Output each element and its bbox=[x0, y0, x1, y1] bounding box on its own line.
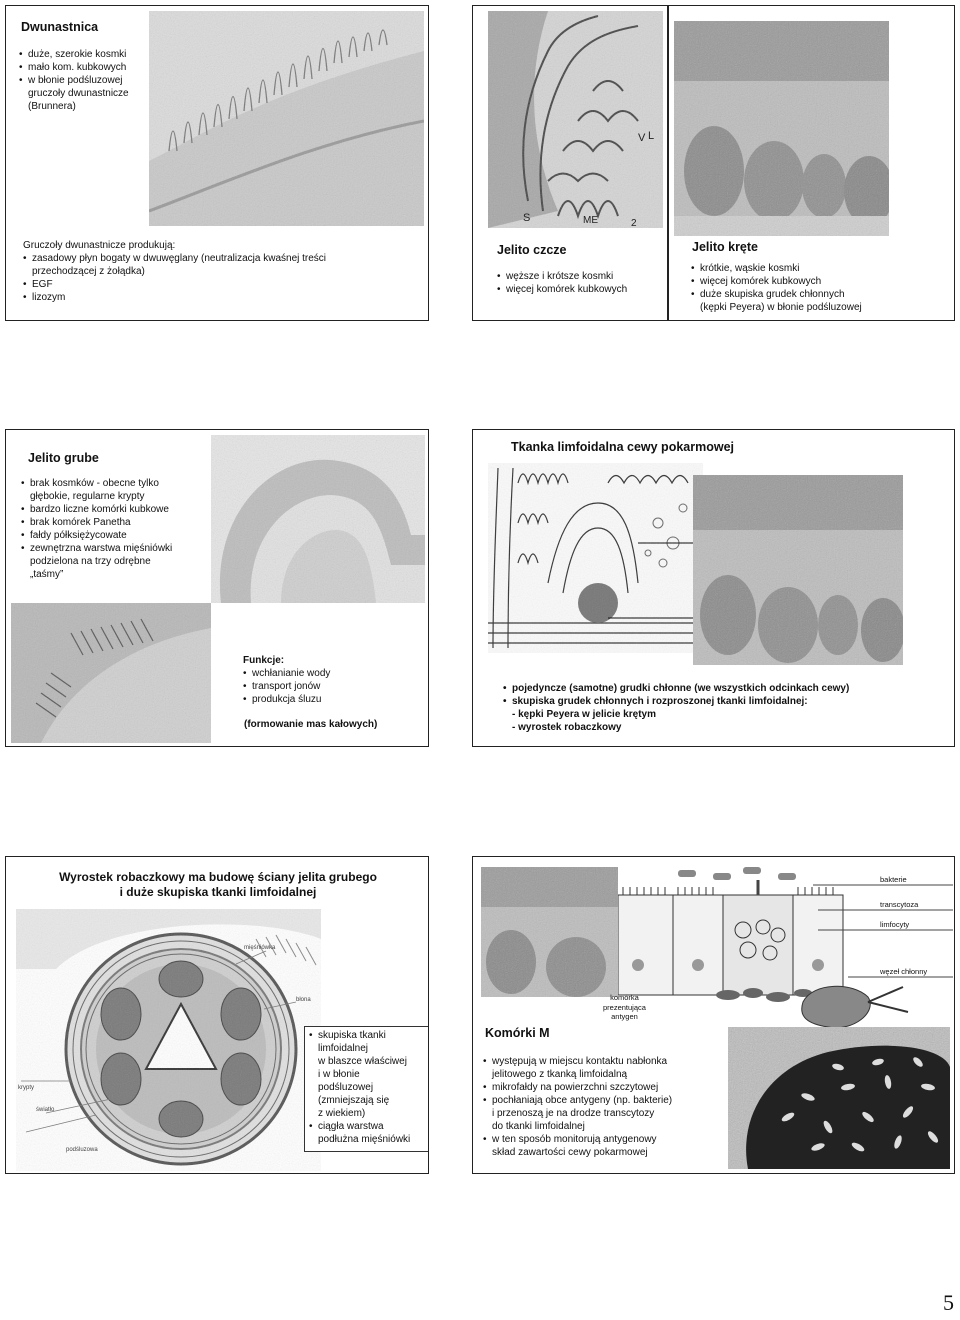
micrograph-follicles bbox=[481, 867, 619, 997]
list-item: • w ten sposób monitorują antygenowy bbox=[483, 1133, 723, 1146]
svg-text:bakterie: bakterie bbox=[880, 875, 907, 884]
list-item: (zmniejszają się bbox=[318, 1095, 390, 1106]
slide-ileum bbox=[668, 5, 955, 321]
slide-duodenum bbox=[5, 5, 429, 321]
feature-list bbox=[497, 270, 667, 296]
list-item: • EGF bbox=[23, 278, 423, 291]
svg-text:ME: ME bbox=[583, 215, 598, 226]
lymphoid-info-box bbox=[304, 1026, 429, 1152]
list-item: (Brunnera) bbox=[28, 101, 76, 112]
slide-title: Jelito grube bbox=[28, 451, 99, 465]
list-item: • mikrofałdy na powierzchni szczytowej bbox=[483, 1081, 723, 1094]
list-item: podzielona na trzy odrębne bbox=[30, 556, 151, 567]
title-line: Wyrostek robaczkowy ma budowę ściany jelita grubego bbox=[59, 870, 377, 884]
svg-text:podśluzowa: podśluzowa bbox=[66, 1147, 98, 1153]
list-item: w blaszce właściwej bbox=[318, 1056, 407, 1067]
lymphoid-list bbox=[503, 682, 953, 734]
list-item: - wyrostek robaczkowy bbox=[512, 722, 622, 733]
feature-list bbox=[21, 477, 221, 581]
slide-title bbox=[6, 870, 429, 900]
svg-text:światło: światło bbox=[36, 1107, 55, 1113]
micrograph-peyer-patch bbox=[693, 475, 903, 665]
slide-appendix bbox=[5, 856, 429, 1174]
list-item: • w błonie podśluzowej bbox=[19, 74, 159, 87]
drawing-appendix-section bbox=[16, 909, 321, 1171]
svg-text:limfocyty: limfocyty bbox=[880, 920, 910, 929]
list-item: limfoidalnej bbox=[318, 1043, 369, 1054]
slide-title: Tkanka limfoidalna cewy pokarmowej bbox=[511, 440, 734, 454]
list-item: (kępki Peyera) w błonie podśluzowej bbox=[700, 302, 862, 313]
apc-label bbox=[603, 993, 646, 1022]
list-item: • duże, szerokie kosmki bbox=[19, 48, 159, 61]
list-item: - kępki Peyera w jelicie krętym bbox=[512, 709, 656, 720]
list-item: • krótkie, wąskie kosmki bbox=[691, 262, 951, 275]
slide-title: Dwunastnica bbox=[21, 20, 99, 34]
functions-list bbox=[243, 667, 423, 706]
list-item: • pojedyncze (samotne) grudki chłonne (we wszystkich odcinkach cewy) bbox=[503, 682, 953, 695]
svg-text:węzeł chłonny: węzeł chłonny bbox=[880, 967, 928, 976]
micrograph-colon-wall bbox=[11, 603, 211, 743]
functions-title: Funkcje: bbox=[243, 655, 285, 666]
list-item: • bardzo liczne komórki kubkowe bbox=[21, 503, 221, 516]
list-item: • więcej komórek kubkowych bbox=[691, 275, 951, 288]
list-item: • pochłaniają obce antygeny (np. bakterie) bbox=[483, 1094, 723, 1107]
list-item: • wchłanianie wody bbox=[243, 667, 423, 680]
slide-large-intestine bbox=[5, 429, 429, 747]
list-item: podłużna mięśniówki bbox=[318, 1134, 411, 1145]
list-item: • mało kom. kubkowych bbox=[19, 61, 159, 74]
list-item: podśluzowej bbox=[318, 1082, 374, 1093]
apc-line: prezentująca bbox=[603, 1002, 646, 1012]
list-item: • brak komórek Panetha bbox=[21, 516, 221, 529]
slide-title: Jelito czcze bbox=[497, 243, 567, 257]
list-item: • skupiska grudek chłonnych i rozproszonej tkanki limfoidalnej: bbox=[503, 695, 953, 708]
list-item: • skupiska tkanki bbox=[309, 1029, 429, 1042]
list-item: i przenoszą je na drodze transcytozy bbox=[492, 1108, 655, 1119]
svg-text:transcytoza: transcytoza bbox=[880, 900, 919, 909]
slide-title: Jelito kręte bbox=[692, 240, 759, 254]
feature-list bbox=[691, 262, 951, 314]
list-item: • występują w miejscu kontaktu nabłonka bbox=[483, 1055, 723, 1068]
list-item: • produkcja śluzu bbox=[243, 693, 423, 706]
list-item: • lizozym bbox=[23, 291, 423, 304]
list-item: jelitowego z tkanką limfoidalną bbox=[492, 1069, 628, 1080]
slide-gut-lymphoid bbox=[472, 429, 955, 747]
feature-list bbox=[19, 48, 159, 113]
svg-text:błona: błona bbox=[296, 997, 311, 1003]
list-item: • ciągła warstwa bbox=[309, 1120, 429, 1133]
subtitle: Gruczoły dwunastnicze produkują: bbox=[23, 240, 176, 251]
list-item: • brak kosmków - obecne tylko bbox=[21, 477, 221, 490]
micrograph-m-cell-bacteria bbox=[728, 1027, 950, 1169]
micrograph-ileum bbox=[674, 21, 889, 236]
m-cell-list bbox=[483, 1055, 723, 1159]
list-item: • transport jonów bbox=[243, 680, 423, 693]
list-item: do tkanki limfoidalnej bbox=[492, 1121, 585, 1132]
drawing-lymphoid-follicle bbox=[488, 463, 703, 653]
list-item: i w błonie bbox=[318, 1069, 360, 1080]
slide-m-cells bbox=[472, 856, 955, 1174]
slide-title: Komórki M bbox=[485, 1026, 550, 1040]
micrograph-duodenum bbox=[149, 11, 424, 226]
list-item: • zewnętrzna warstwa mięśniówki bbox=[21, 542, 221, 555]
svg-text:L: L bbox=[648, 130, 655, 142]
list-item: • fałdy półksiężycowate bbox=[21, 529, 221, 542]
svg-text:mięśniówka: mięśniówka bbox=[244, 945, 276, 951]
slide-jejunum bbox=[472, 5, 668, 321]
list-item: głębokie, regularne krypty bbox=[30, 491, 145, 502]
svg-text:krypty: krypty bbox=[18, 1085, 35, 1091]
svg-text:2: 2 bbox=[631, 218, 637, 228]
list-item: • duże skupiska grudek chłonnych bbox=[691, 288, 951, 301]
micrograph-colon-fold bbox=[211, 435, 425, 603]
apc-line: antygen bbox=[611, 1012, 638, 1021]
list-item: • zasadowy płyn bogaty w dwuwęglany (neutralizacja kwaśnej treści bbox=[23, 252, 423, 265]
list-item: • węższe i krótsze kosmki bbox=[497, 270, 667, 283]
list-item: „taśmy” bbox=[30, 569, 64, 580]
box-list bbox=[309, 1029, 429, 1146]
apc-line: komórka bbox=[610, 993, 639, 1002]
list-item: z wiekiem) bbox=[318, 1108, 366, 1119]
list-item: przechodzącej z żołądka) bbox=[32, 266, 145, 277]
list-item: gruczoły dwunastnicze bbox=[28, 88, 129, 99]
list-item: • więcej komórek kubkowych bbox=[497, 283, 667, 296]
svg-text:S: S bbox=[523, 212, 531, 224]
secretion-list bbox=[23, 252, 423, 304]
micrograph-jejunum bbox=[488, 11, 663, 228]
page-number: 5 bbox=[943, 1290, 954, 1315]
functions-note: (formowanie mas kałowych) bbox=[244, 719, 378, 730]
list-item: skład zawartości cewy pokarmowej bbox=[492, 1147, 648, 1158]
svg-text:V: V bbox=[638, 132, 646, 144]
title-line: i duże skupiska tkanki limfoidalnej bbox=[119, 885, 317, 899]
